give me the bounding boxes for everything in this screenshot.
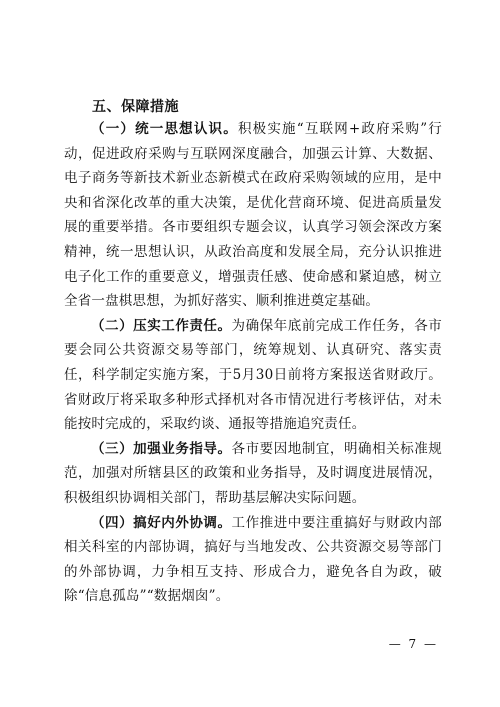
page-number: — 7 — [388, 637, 438, 651]
paragraph-text: 各市要因地制宜，明确相关标准规范，加强对所辖县区的政策和业务指导，及时调度进展情况，积极组织协调相关部门，帮助基层解决实际问题。 [64, 440, 443, 506]
paragraph-unify-thinking [64, 117, 442, 314]
paragraph-label: （四）搞好内外协调。 [91, 514, 232, 531]
paragraph-responsibility [64, 314, 442, 437]
paragraph-text: 积极实施“互联网+政府采购”行动，促进政府采购与互联网深度融合，加强云计算、大数据、电子商务等新技术新业态新模式在政府采购领域的应用，是中央和省深化改革的重大决策，是优化营商环境、促进高质量发展的重要举措。各市要组织专题会议，认真学习领会深改方案精神，统一思想认识，从政治高度和发展全局，充分认识推进电子化工作的重要意义，增强责任感、使命感和紧迫感，树立全省一盘棋思想，为抓好落实、顺利推进奠定基础。 [64, 121, 442, 310]
paragraph-guidance [64, 437, 442, 511]
document-body [64, 117, 442, 609]
paragraph-label: （一）统一思想认识。 [91, 121, 238, 137]
paragraph-text: 为确保年底前完成工作任务，各市要会同公共资源交易等部门，统筹规划、认真研究、落实责任，科学制定实施方案，于5月30日前将方案报送省财政厅。省财政厅将采取多种形式择机对各市情况进行考核评估，对未能按时完成的，采取约谈、通报等措施追究责任。 [64, 317, 443, 433]
paragraph-label: （二）压实工作责任。 [91, 317, 232, 334]
section-title: 五、保障措施 [92, 99, 179, 115]
paragraph-text: 工作推进中要注重搞好与财政内部相关科室的内部协调，搞好与当地发改、公共资源交易等部门的外部协调，力争相互支持、形成合力，避免各自为政，破除“信息孤岛”“数据烟囱”。 [64, 514, 443, 605]
paragraph-label: （三）加强业务指导。 [91, 440, 232, 457]
paragraph-coordination [64, 511, 442, 609]
